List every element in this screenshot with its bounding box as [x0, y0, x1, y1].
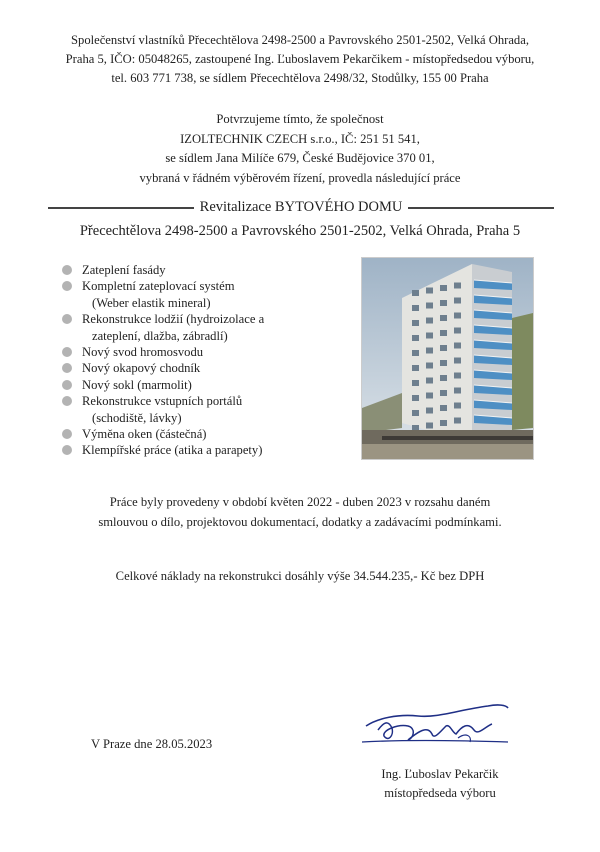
- title-rule-left: [48, 207, 194, 209]
- bullet-icon: [62, 347, 72, 357]
- bullet-icon: [62, 445, 72, 455]
- bullet-icon: [62, 314, 72, 324]
- work-item-detail: (Weber elastik mineral): [92, 295, 211, 310]
- place-and-date: V Praze dne 28.05.2023: [91, 737, 213, 751]
- work-item-label: Zateplení fasády: [82, 263, 166, 277]
- signer-role: místopředseda výboru: [384, 786, 496, 800]
- period-line-1: Práce byly provedeny v období květen 2022 - duben 2023 v rozsahu daném: [109, 495, 491, 509]
- work-item: [62, 393, 352, 426]
- letter-header: [20, 31, 580, 88]
- handwritten-signature: [358, 696, 518, 758]
- work-item: [62, 278, 352, 311]
- signer-block: [340, 765, 540, 803]
- work-item-label: Rekonstrukce lodžií (hydroizolace a: [82, 312, 265, 327]
- bullet-icon: [62, 281, 72, 291]
- header-line-3: tel. 603 771 738, se sídlem Přecechtělova 2498/32, Stodůlky, 155 00 Praha: [111, 71, 489, 85]
- signer-name: Ing. Ľuboslav Pekarčik: [381, 767, 499, 781]
- work-item: [62, 426, 352, 442]
- total-cost: Celkové náklady na rekonstrukci dosáhly výše 34.544.235,- Kč bez DPH: [115, 569, 485, 583]
- work-item-label: Nový sokl (marmolit): [82, 377, 192, 392]
- work-item: [62, 377, 352, 393]
- work-item: [62, 442, 352, 458]
- confirmation-block: [40, 110, 560, 188]
- work-item-label: Klempířské práce (atika a parapety): [82, 443, 263, 458]
- project-title-row: [48, 199, 554, 216]
- work-item: [62, 360, 352, 376]
- work-item: [62, 311, 352, 344]
- building-photo: [361, 257, 534, 460]
- period-paragraph: [40, 492, 560, 532]
- header-line-2: Praha 5, IČO: 05048265, zastoupené Ing. Ľuboslavem Pekarčikem - místopředsedou výboru,: [65, 52, 535, 66]
- work-item-detail: (schodiště, lávky): [92, 410, 182, 425]
- work-item: [62, 344, 352, 360]
- header-line-1: Společenství vlastníků Přecechtělova 2498-2500 a Pavrovského 2501-2502, Velká Ohrada,: [71, 33, 529, 47]
- work-item-label: Výměna oken (částečná): [82, 427, 207, 442]
- bullet-icon: [62, 363, 72, 373]
- period-line-2: smlouvou o dílo, projektovou dokumentací, dodatky a zadávacími podmínkami.: [98, 515, 502, 529]
- work-item-detail: zateplení, dlažba, zábradlí): [92, 328, 228, 343]
- work-item-label: Nový svod hromosvodu: [82, 345, 204, 360]
- bullet-icon: [62, 429, 72, 439]
- confirmation-line-1: Potvrzujeme tímto, že společnost: [216, 112, 384, 126]
- confirmation-line-2: IZOLTECHNIK CZECH s.r.o., IČ: 251 51 541,: [180, 131, 420, 146]
- bullet-icon: [62, 265, 72, 275]
- title-rule-right: [408, 207, 554, 209]
- works-list: [62, 262, 352, 459]
- project-address: Přecechtělova 2498-2500 a Pavrovského 2501-2502, Velká Ohrada, Praha 5: [79, 223, 521, 239]
- work-item: [62, 262, 352, 278]
- bullet-icon: [62, 380, 72, 390]
- project-title: Revitalizace BYTOVÉHO DOMU: [199, 199, 403, 215]
- work-item-label: Nový okapový chodník: [82, 361, 201, 376]
- confirmation-line-4: vybraná v řádném výběrovém řízení, provedla následující práce: [139, 170, 461, 185]
- bullet-icon: [62, 396, 72, 406]
- confirmation-line-3: se sídlem Jana Milíče 679, České Budějovice 370 01,: [165, 151, 435, 165]
- work-item-label: Rekonstrukce vstupních portálů: [82, 394, 243, 409]
- work-item-label: Kompletní zateplovací systém: [82, 279, 235, 294]
